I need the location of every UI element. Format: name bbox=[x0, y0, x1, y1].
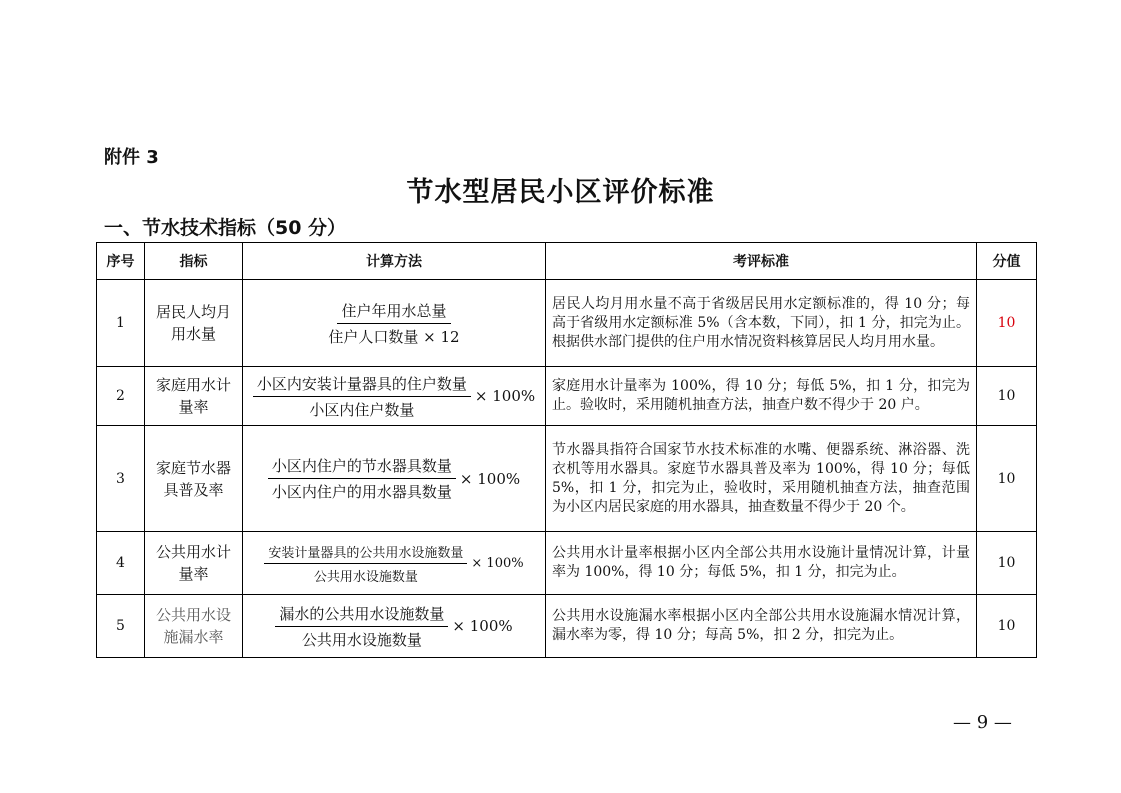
formula-suffix: × 100% bbox=[471, 555, 524, 571]
row-method bbox=[243, 595, 546, 658]
formula-denominator: 小区内住户的用水器具数量 bbox=[271, 483, 452, 501]
formula-numerator: 安装计量器具的公共用水设施数量 bbox=[264, 542, 467, 564]
indicator-line: 居民人均月 bbox=[155, 303, 231, 321]
row-indicator bbox=[145, 280, 243, 367]
row-score: 10 bbox=[977, 280, 1037, 367]
row-score: 10 bbox=[977, 426, 1037, 532]
table-row bbox=[97, 367, 1037, 426]
table-row bbox=[97, 595, 1037, 658]
page-number: — 9 — bbox=[953, 712, 1012, 733]
row-score: 10 bbox=[977, 367, 1037, 426]
formula-suffix: × 100% bbox=[452, 617, 513, 635]
indicator-line: 具普及率 bbox=[163, 480, 224, 499]
row-method bbox=[243, 426, 546, 532]
table-row bbox=[97, 280, 1037, 367]
row-indicator bbox=[145, 595, 243, 658]
header-indicator: 指标 bbox=[145, 243, 243, 280]
row-method bbox=[243, 280, 546, 367]
row-no: 1 bbox=[97, 280, 145, 367]
formula-numerator: 小区内安装计量器具的住户数量 bbox=[253, 373, 471, 397]
formula-denominator: 公共用水设施数量 bbox=[313, 569, 418, 585]
indicator-line: 施漏水率 bbox=[163, 628, 224, 646]
indicator-line: 用水量 bbox=[170, 325, 216, 343]
table-header-row bbox=[97, 243, 1037, 280]
row-no: 2 bbox=[97, 367, 145, 426]
formula-numerator: 住户年用水总量 bbox=[337, 300, 450, 324]
row-indicator bbox=[145, 426, 243, 532]
indicator-line: 公共用水设 bbox=[155, 606, 231, 624]
header-score: 分值 bbox=[977, 243, 1037, 280]
indicator-line: 公共用水计 bbox=[155, 543, 231, 561]
row-method bbox=[243, 367, 546, 426]
evaluation-table bbox=[96, 242, 1037, 658]
formula-suffix: × 100% bbox=[474, 387, 536, 405]
row-no: 4 bbox=[97, 532, 145, 595]
row-no: 5 bbox=[97, 595, 145, 658]
page-title: 节水型居民小区评价标准 bbox=[406, 177, 715, 208]
header-no: 序号 bbox=[97, 243, 145, 280]
attachment-label: 附件 3 bbox=[104, 147, 159, 168]
header-method: 计算方法 bbox=[243, 243, 546, 280]
header-criteria: 考评标准 bbox=[546, 243, 977, 280]
formula-denominator: 公共用水设施数量 bbox=[301, 630, 422, 649]
row-criteria: 居民人均月用水量不高于省级居民用水定额标准的，得 10 分；每高于省级用水定额标准 5%（含本数，下同），扣 1 分，扣完为止。根据供水部门提供的住户用水情况资料核算居民人均月用水量。 bbox=[546, 280, 977, 367]
row-indicator bbox=[145, 367, 243, 426]
table-row bbox=[97, 532, 1037, 595]
formula-denominator: 住户人口数量 × 12 bbox=[328, 327, 460, 346]
row-no: 3 bbox=[97, 426, 145, 532]
row-indicator bbox=[145, 532, 243, 595]
formula-denominator: 小区内住户数量 bbox=[309, 400, 415, 419]
indicator-line: 家庭用水计 bbox=[155, 376, 231, 394]
table-row bbox=[97, 426, 1037, 532]
row-method bbox=[243, 532, 546, 595]
row-criteria: 公共用水计量率根据小区内全部公共用水设施计量情况计算，计量率为 100%，得 10 分；每低 5%，扣 1 分，扣完为止。 bbox=[546, 532, 977, 595]
row-criteria: 家庭用水计量率为 100%，得 10 分；每低 5%，扣 1 分，扣完为止。验收时，采用随机抽查方法，抽查户数不得少于 20 户。 bbox=[546, 367, 977, 426]
formula-numerator: 小区内住户的节水器具数量 bbox=[268, 455, 456, 479]
formula-numerator: 漏水的公共用水设施数量 bbox=[275, 603, 448, 627]
indicator-line: 量率 bbox=[178, 565, 209, 583]
row-score: 10 bbox=[977, 595, 1037, 658]
formula-suffix: × 100% bbox=[459, 469, 521, 488]
indicator-line: 量率 bbox=[178, 398, 209, 416]
row-criteria: 节水器具指符合国家节水技术标准的水嘴、便器系统、淋浴器、洗衣机等用水器具。家庭节水器具普及率为 100%，得 10 分；每低 5%，扣 1 分，扣完为止，验收时，采用随机抽查方法，抽查范围为小区内居民家庭的用水器具，抽查数量不得少于 20 个。 bbox=[546, 426, 977, 532]
row-criteria: 公共用水设施漏水率根据小区内全部公共用水设施漏水情况计算，漏水率为零，得 10 分；每高 5%，扣 2 分，扣完为止。 bbox=[546, 595, 977, 658]
section-heading: 一、节水技术指标（50 分） bbox=[104, 217, 347, 239]
indicator-line: 家庭节水器 bbox=[155, 458, 231, 477]
row-score: 10 bbox=[977, 532, 1037, 595]
